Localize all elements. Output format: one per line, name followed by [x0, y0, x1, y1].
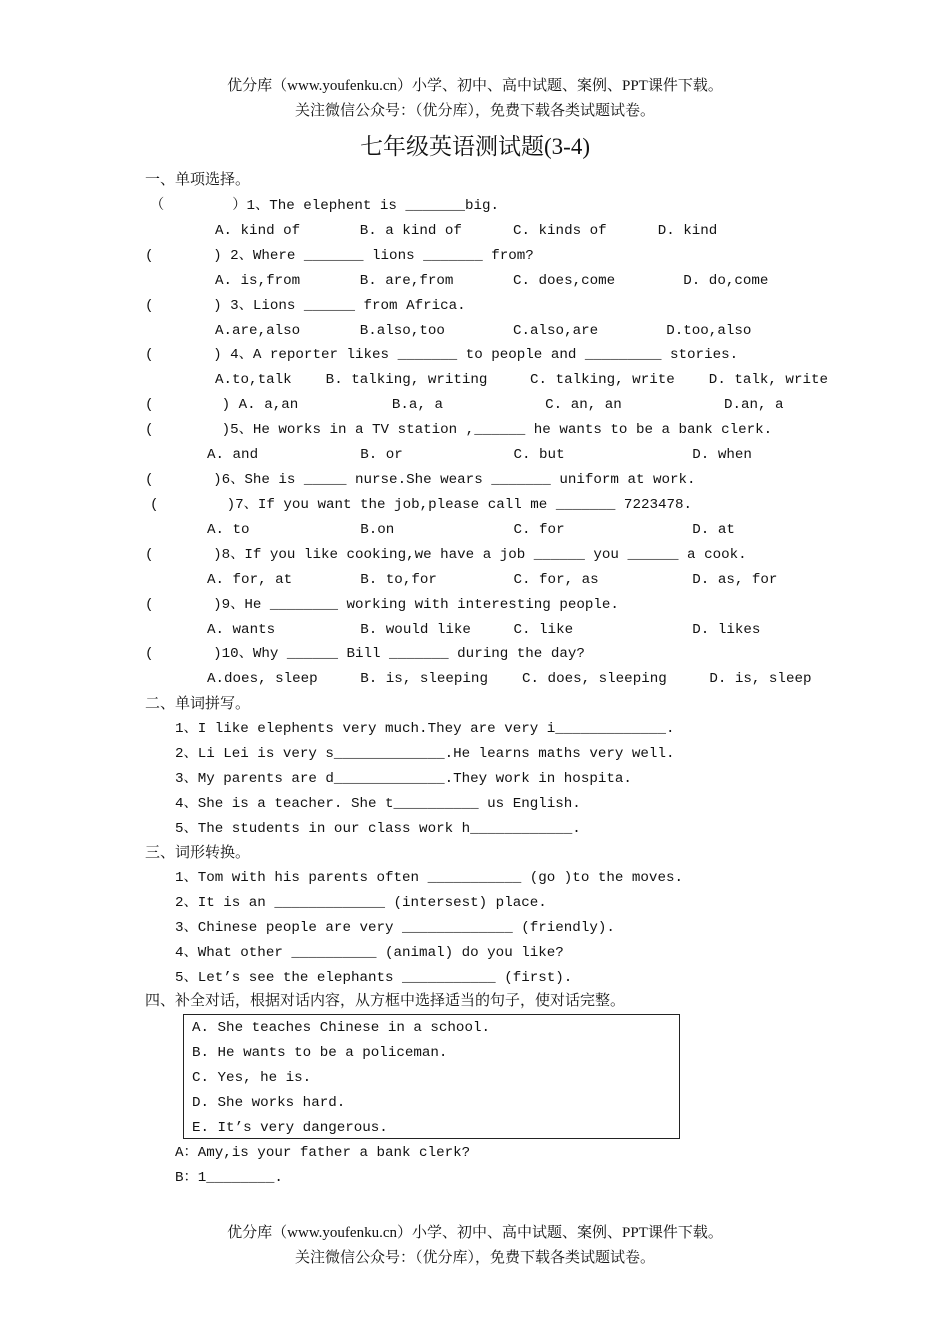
- spelling-line: 5、The students in our class work h____________.: [175, 821, 581, 837]
- dialog-option: E. It’s very dangerous.: [192, 1120, 388, 1136]
- dialog-option: B. He wants to be a policeman.: [192, 1045, 448, 1061]
- question-line: ( )8、If you like cooking,we have a job ______ you ______ a cook.: [145, 547, 747, 563]
- spelling-line: 4、She is a teacher. She t__________ us English.: [175, 796, 581, 812]
- question-line: （ ）1、The elephent is _______big.: [150, 198, 500, 214]
- question-line: ( )6、She is _____ nurse.She wears _______ uniform at work.: [145, 472, 696, 488]
- dialog-option: D. She works hard.: [192, 1095, 346, 1111]
- option-line: A.does, sleep B. is, sleeping C. does, sleeping D. is, sleep: [207, 671, 812, 687]
- option-line: A. is,from B. are,from C. does,come D. do,come: [215, 273, 769, 289]
- spelling-line: 1、I like elephents very much.They are very i_____________.: [175, 721, 675, 737]
- option-line: A.are,also B.also,too C.also,are D.too,also: [215, 323, 752, 339]
- section-heading-2: 二、单词拼写。: [145, 696, 251, 712]
- question-line: ( )7、If you want the job,please call me _______ 7223478.: [150, 497, 693, 513]
- footer-line-2: 关注微信公众号：（优分库），免费下载各类试题试卷。: [294, 1250, 655, 1266]
- word-form-line: 3、Chinese people are very _____________ (friendly).: [175, 920, 615, 936]
- dialog-line: A：Amy,is your father a bank clerk?: [175, 1145, 471, 1161]
- question-line: ( ) 3、Lions ______ from Africa.: [145, 298, 466, 314]
- question-line: ( ) A. a,an B.a, a C. an, an D.an, a: [145, 397, 784, 413]
- word-form-line: 5、Let’s see the elephants ___________ (first).: [175, 970, 573, 986]
- question-line: ( ) 2、Where _______ lions _______ from?: [145, 248, 534, 264]
- dialog-option: A. She teaches Chinese in a school.: [192, 1020, 490, 1036]
- option-line: A. for, at B. to,for C. for, as D. as, for: [207, 572, 778, 588]
- spelling-line: 2、Li Lei is very s_____________.He learns maths very well.: [175, 746, 675, 762]
- word-form-line: 2、It is an _____________ (intersest) place.: [175, 895, 547, 911]
- word-form-line: 1、Tom with his parents often ___________ (go )to the moves.: [175, 870, 683, 886]
- question-line: ( )9、He ________ working with interesting people.: [145, 597, 619, 613]
- dialog-line: B：1________.: [175, 1170, 283, 1186]
- question-line: ( )10、Why ______ Bill _______ during the day?: [145, 646, 585, 662]
- option-line: A. and B. or C. but D. when: [207, 447, 752, 463]
- section-heading-4: 四、补全对话，根据对话内容，从方框中选择适当的句子，使对话完整。: [145, 993, 626, 1009]
- dialog-option: C. Yes, he is.: [192, 1070, 312, 1086]
- word-form-line: 4、What other __________ (animal) do you like?: [175, 945, 564, 961]
- section-heading-1: 一、单项选择。: [145, 172, 251, 188]
- header-line-2: 关注微信公众号：（优分库），免费下载各类试题试卷。: [294, 103, 655, 119]
- option-line: A.to,talk B. talking, writing C. talking, write D. talk, write: [215, 372, 828, 388]
- footer-line-1: 优分库（www.youfenku.cn）小学、初中、高中试题、案例、PPT课件下载。: [227, 1225, 723, 1241]
- question-line: ( ) 4、A reporter likes _______ to people and _________ stories.: [145, 347, 739, 363]
- option-line: A. kind of B. a kind of C. kinds of D. kind: [215, 223, 718, 239]
- spelling-line: 3、My parents are d_____________.They work in hospita.: [175, 771, 632, 787]
- option-line: A. wants B. would like C. like D. likes: [207, 622, 761, 638]
- page-title: 七年级英语测试题(3-4): [360, 134, 590, 159]
- question-line: ( )5、He works in a TV station ,______ he wants to be a bank clerk.: [145, 422, 773, 438]
- section-heading-3: 三、词形转换。: [145, 845, 251, 861]
- header-line-1: 优分库（www.youfenku.cn）小学、初中、高中试题、案例、PPT课件下载。: [227, 78, 723, 94]
- option-line: A. to B.on C. for D. at: [207, 522, 735, 538]
